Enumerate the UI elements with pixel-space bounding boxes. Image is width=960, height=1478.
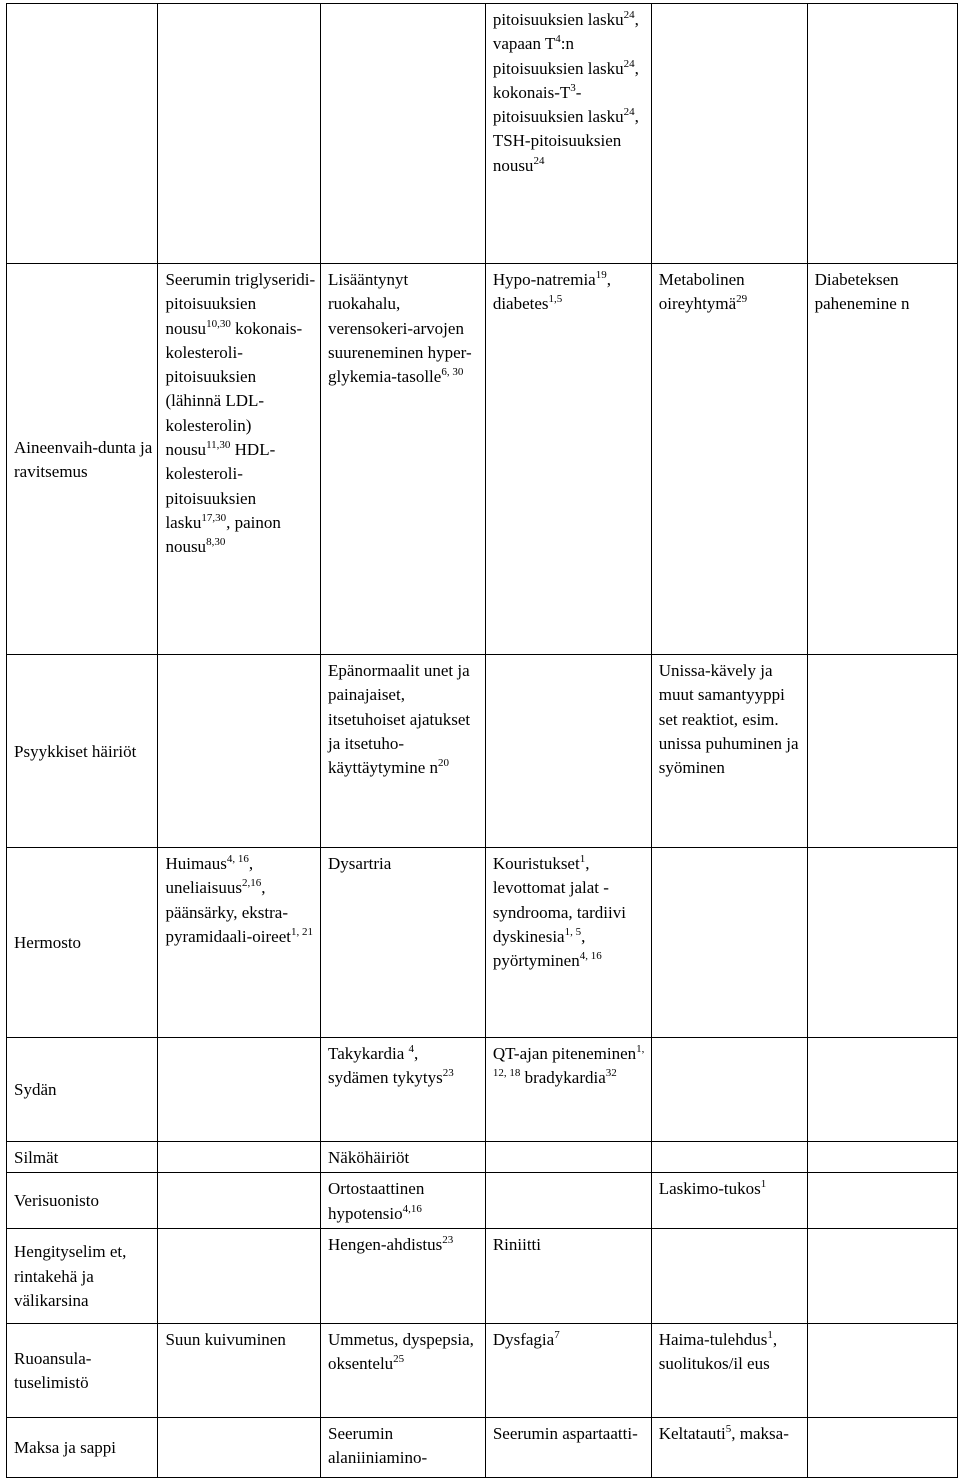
frequency-cell: Seerumin triglyseridi-pitoisuuksien nousu$^{10,30}$ kokonais-kolesteroli-pitoisuuksien (lähinnä LDL-kolesterolin) nousu$^{11,30}$ HDL-kolesteroli-pitoisuuksien lasku$^{17,30}$, painon nousu$^{8,30}$ [158,264,321,655]
frequency-cell: Lisääntynyt ruokahalu, verensokeri-arvojen suureneminen hyper-glykemia-tasolle$^{6, 30}$ [321,264,486,655]
frequency-cell [807,1417,957,1477]
reference-superscript: 4 [408,1043,414,1055]
reference-superscript: 10,30 [206,317,231,330]
frequency-cell: Diabeteksen pahenemine n [807,264,957,655]
frequency-cell [651,1228,807,1323]
table-row [7,1173,958,1229]
table-row [7,1228,958,1323]
frequency-cell: QT-ajan piteneminen$^{1, 12, 18}$ bradykardia$^{32}$ [485,1038,651,1142]
reference-superscript: 2,16 [241,877,262,890]
reference-superscript: 5 [725,1422,732,1435]
reference-superscript: 1,5 [548,293,563,306]
frequency-cell [651,1038,807,1142]
frequency-cell [485,1142,651,1173]
reference-superscript: 4, 16 [579,950,602,963]
frequency-cell [807,4,957,264]
reference-superscript: 19 [595,269,607,281]
frequency-cell [158,1142,321,1173]
organ-system-cell: Silmät [7,1142,158,1173]
frequency-cell: Suun kuivuminen [158,1323,321,1417]
frequency-cell: Kouristukset$^1$, levottomat jalat - syndrooma, tardiivi dyskinesia$^{1, 5}$, pyörtyminen$^{4, 16}$ [485,848,651,1038]
frequency-cell [807,1323,957,1417]
table-row [7,1417,958,1477]
organ-system-cell: Psyykkiset häiriöt [7,655,158,848]
frequency-cell: Ortostaattinen hypotensio$^{4,16}$ [321,1173,486,1229]
frequency-cell [158,1228,321,1323]
reference-superscript: 11,30 [206,439,231,452]
frequency-cell: Seerumin alaniiniamino- [321,1417,486,1477]
frequency-cell: Metabolinen oireyhtymä$^{29}$ [651,264,807,655]
frequency-cell [807,1228,957,1323]
table-row [7,655,958,848]
frequency-cell: Unissa-kävely ja muut samantyyppi set reaktiot, esim. unissa puhuminen ja syöminen [651,655,807,848]
frequency-cell [158,1417,321,1477]
organ-system-cell: Hermosto [7,848,158,1038]
frequency-cell [158,655,321,848]
reference-superscript: 23 [442,1233,454,1246]
frequency-cell: Hypo-natremia$^{19}$, diabetes$^{1,5}$ [485,264,651,655]
reference-superscript: 1, 12, 18 [492,1043,645,1080]
table-row [7,264,958,655]
frequency-cell [651,848,807,1038]
table-row [7,848,958,1038]
frequency-cell: Laskimo-tukos$^1$ [651,1173,807,1229]
reference-superscript: 24 [533,154,545,167]
frequency-cell: pitoisuuksien lasku$^{24}$, vapaan $T^4:n$ pitoisuuksien lasku$^{24}$, kokonais-$T^3$-pitoisuuksien lasku$^{24}$, TSH-pitoisuuksien nousu$^{24}$ [485,4,651,264]
organ-system-cell: Aineenvaih-dunta ja ravitsemus [7,264,158,655]
frequency-cell [158,1038,321,1142]
reference-superscript: 17,30 [201,511,227,524]
table-row [7,4,958,264]
reference-superscript: 23 [442,1067,454,1080]
frequency-cell [485,1173,651,1229]
frequency-cell [807,1173,957,1229]
reference-superscript: 24 [623,106,635,119]
reference-superscript: 1 [760,1178,767,1191]
frequency-cell: Seerumin aspartaatti- [485,1417,651,1477]
reference-superscript: 4,16 [402,1202,422,1215]
reference-superscript: 7 [554,1328,560,1341]
organ-system-cell: Maksa ja sappi [7,1417,158,1477]
reference-superscript: 1 [579,853,586,865]
frequency-cell: Ummetus, dyspepsia, oksentelu$^{25}$ [321,1323,486,1417]
organ-system-cell [7,4,158,264]
reference-superscript: 1, 5 [564,925,582,938]
frequency-cell: Riniitti [485,1228,651,1323]
reference-superscript: 29 [736,293,748,306]
frequency-cell: Hengen-ahdistus$^{23}$ [321,1228,486,1323]
frequency-cell: Takykardia $^4$, sydämen tykytys$^{23}$ [321,1038,486,1142]
frequency-cell [485,655,651,848]
reference-superscript: 24 [623,9,635,21]
frequency-cell [158,4,321,264]
reference-superscript: 3 [570,81,576,94]
reference-superscript: 8,30 [206,536,226,549]
frequency-cell: Keltatauti$^5$, maksa- [651,1417,807,1477]
organ-system-cell: Ruoansula-tuselimistö [7,1323,158,1417]
reference-superscript: 24 [623,57,635,70]
frequency-cell [158,1173,321,1229]
reference-superscript: 4, 16 [226,853,249,865]
adverse-effects-table [6,3,958,1478]
reference-superscript: 20 [438,757,450,770]
frequency-cell: Huimaus$^{4, 16}$, uneliaisuus$^{2,16}$, päänsärky, ekstra-pyramidaali-oireet$^{1, 21}$ [158,848,321,1038]
reference-superscript: 32 [605,1067,617,1080]
organ-system-cell: Verisuonisto [7,1173,158,1229]
frequency-cell [651,1142,807,1173]
frequency-cell: Dysfagia$^7$ [485,1323,651,1417]
frequency-cell: Näköhäiriöt [321,1142,486,1173]
frequency-cell: Dysartria [321,848,486,1038]
frequency-cell [807,1142,957,1173]
reference-superscript: 4 [555,33,561,46]
frequency-cell [321,4,486,264]
reference-superscript: 25 [393,1353,405,1366]
table-row [7,1038,958,1142]
reference-superscript: 1 [767,1328,773,1341]
frequency-cell [651,4,807,264]
organ-system-cell: Sydän [7,1038,158,1142]
reference-superscript: 1, 21 [291,925,313,938]
frequency-cell [807,1038,957,1142]
frequency-cell [807,655,957,848]
table-row [7,1323,958,1417]
table-body [7,4,958,1478]
frequency-cell: Haima-tulehdus$^1$, suolitukos/il eus [651,1323,807,1417]
organ-system-cell: Hengityselim et, rintakehä ja välikarsina [7,1228,158,1323]
table-row [7,1142,958,1173]
reference-superscript: 6, 30 [441,366,464,379]
frequency-cell [807,848,957,1038]
frequency-cell: Epänormaalit unet ja painajaiset, itsetuhoiset ajatukset ja itsetuho-käyttäytymine $n^{20}$ [321,655,486,848]
